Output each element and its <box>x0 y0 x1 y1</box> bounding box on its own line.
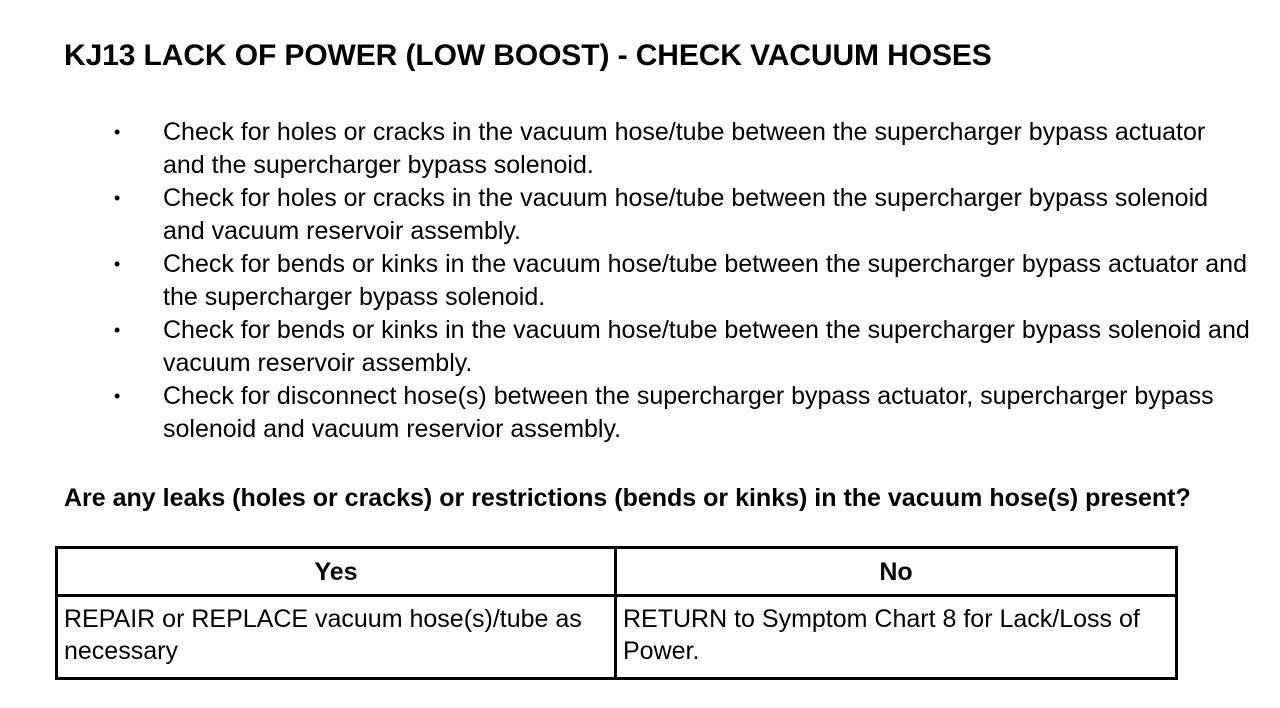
bullet-dot-icon: • <box>114 122 121 142</box>
no-column-header: No <box>616 548 1177 596</box>
step-text: Check for holes or cracks in the vacuum hose/tube between the supercharger bypass actuator and the supercharger bypass solenoid. <box>163 118 1206 179</box>
bullet-dot-icon: • <box>114 386 121 406</box>
bullet-dot-icon: • <box>114 254 121 274</box>
check-steps-list <box>112 116 1252 446</box>
decision-table <box>55 546 1178 680</box>
yes-column-header: Yes <box>57 548 616 596</box>
step-text: Check for bends or kinks in the vacuum hose/tube between the supercharger bypass actuator and the supercharger bypass solenoid. <box>163 250 1247 311</box>
list-item <box>112 380 1252 445</box>
table-row <box>57 596 1177 679</box>
yes-action-cell: REPAIR or REPLACE vacuum hose(s)/tube as necessary <box>57 596 616 679</box>
list-item <box>112 182 1252 247</box>
step-text: Check for disconnect hose(s) between the supercharger bypass actuator, supercharger bypass solenoid and vacuum reservior assembly. <box>163 382 1214 443</box>
no-action-cell: RETURN to Symptom Chart 8 for Lack/Loss of Power. <box>616 596 1177 679</box>
page-title: KJ13 LACK OF POWER (LOW BOOST) - CHECK VACUUM HOSES <box>64 39 992 72</box>
list-item <box>112 116 1252 181</box>
bullet-dot-icon: • <box>114 188 121 208</box>
bullet-dot-icon: • <box>114 320 121 340</box>
decision-question: Are any leaks (holes or cracks) or restrictions (bends or kinks) in the vacuum hose(s) present? <box>64 484 1191 512</box>
list-item <box>112 314 1252 379</box>
list-item <box>112 248 1252 313</box>
step-text: Check for holes or cracks in the vacuum hose/tube between the supercharger bypass solenoid and vacuum reservoir assembly. <box>163 184 1209 245</box>
step-text: Check for bends or kinks in the vacuum hose/tube between the supercharger bypass solenoid and vacuum reservoir assembly. <box>163 316 1250 377</box>
table-header-row <box>57 548 1177 596</box>
